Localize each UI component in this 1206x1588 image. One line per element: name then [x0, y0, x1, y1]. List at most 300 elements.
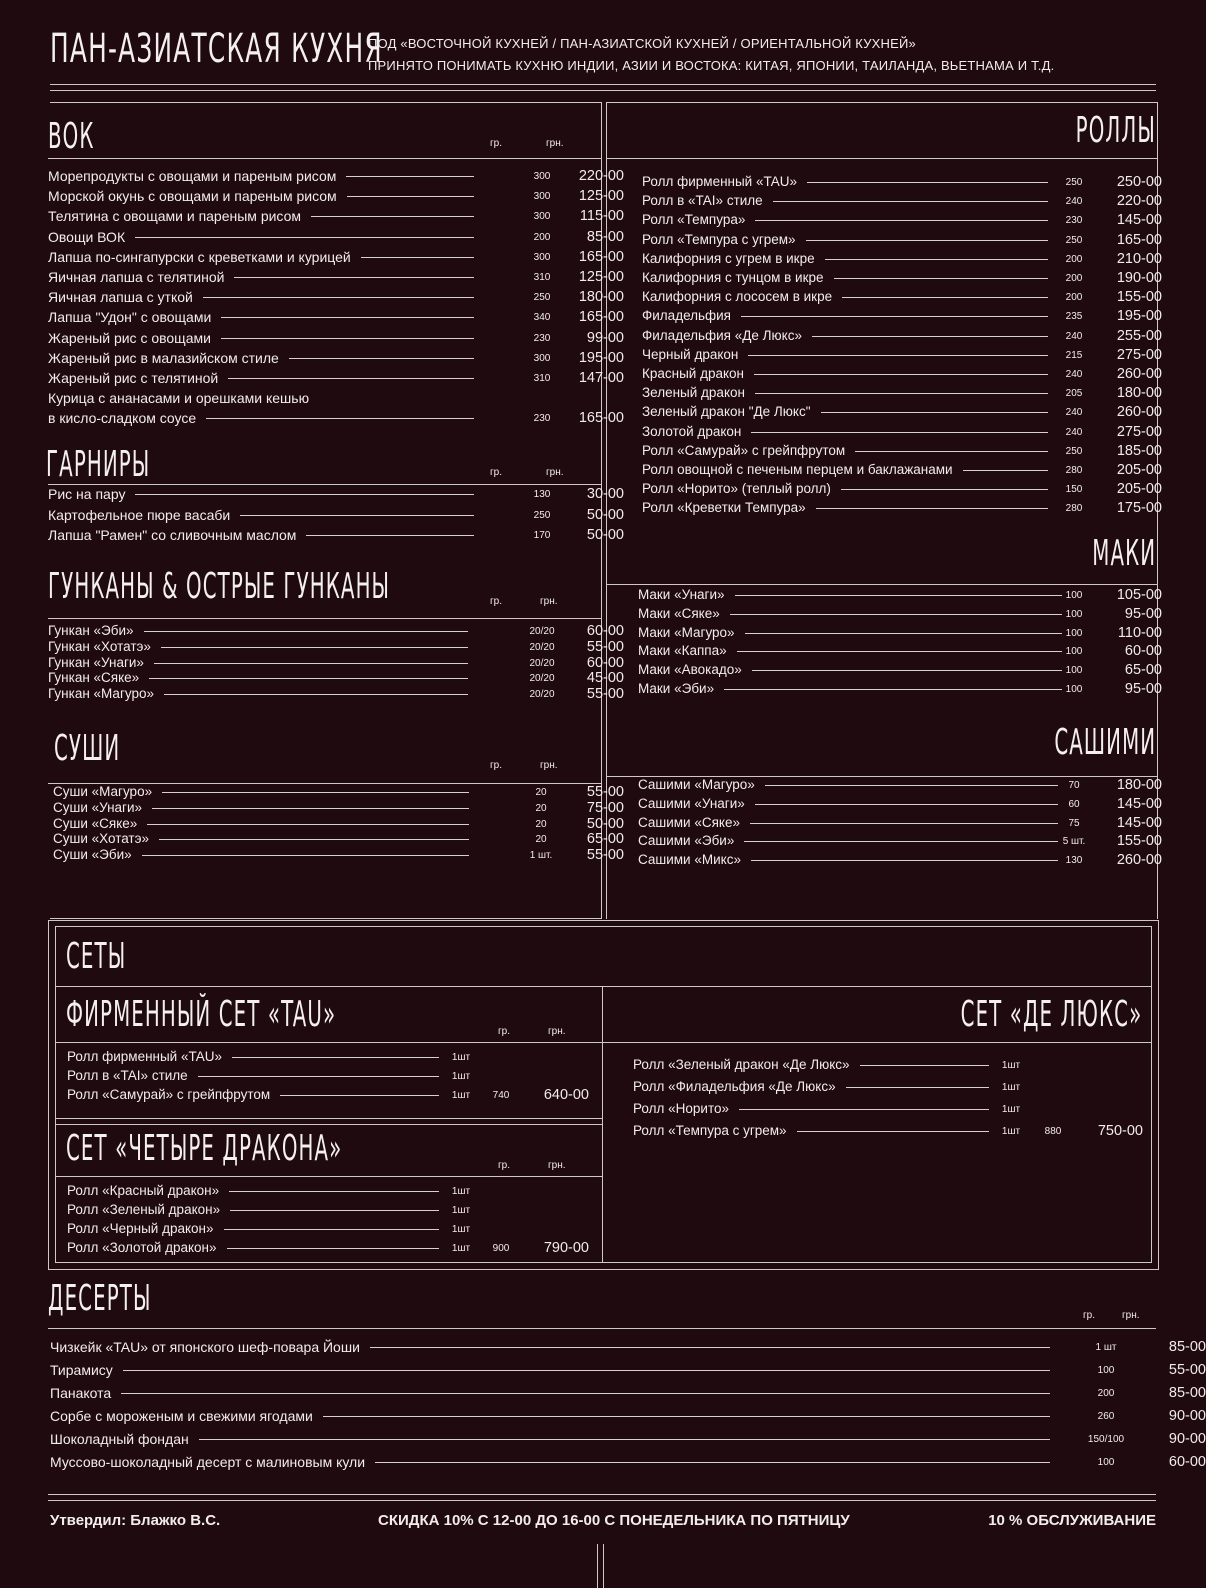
item-price: 60-00 — [586, 623, 624, 639]
section-title-sushi: СУШИ — [54, 728, 121, 769]
item-name: Маки «Авокадо» — [638, 662, 742, 678]
item-price: 165-00 — [578, 248, 624, 265]
item-price: 750-00 — [1097, 1123, 1143, 1139]
section-title-gunkan: ГУНКАНЫ & ОСТРЫЕ ГУНКАНЫ — [48, 566, 391, 607]
set-tau-bottom-1 — [55, 1118, 602, 1119]
set-dragons-price-header: грн. — [548, 1160, 566, 1171]
leader-line — [855, 451, 1048, 452]
item-weight: 100 — [1065, 684, 1083, 695]
menu-item — [638, 661, 1162, 679]
leader-line — [963, 470, 1048, 471]
leader-line — [825, 259, 1048, 260]
item-weight: 100 — [1065, 608, 1083, 620]
item-weight: 230 — [533, 332, 551, 344]
item-weight: 100 — [1097, 1365, 1115, 1376]
item-name: Ролл «Норито» — [633, 1101, 729, 1116]
menu-item — [638, 680, 1162, 698]
set-item — [67, 1048, 597, 1066]
item-price: 205-00 — [1116, 462, 1162, 478]
menu-item — [642, 403, 1162, 421]
item-name: Ролл «Креветки Темпура» — [642, 500, 806, 516]
item-price: 50-00 — [586, 815, 624, 832]
item-price: 165-00 — [1116, 231, 1162, 248]
menu-item — [642, 480, 1162, 498]
item-price: 45-00 — [586, 670, 624, 687]
item-price: 145-00 — [1116, 795, 1162, 812]
item-name: Рис на пару — [48, 486, 126, 502]
set-item — [67, 1067, 597, 1085]
header-divider-2 — [50, 90, 1156, 91]
section-title-rolls: РОЛЛЫ — [1075, 110, 1156, 151]
item-price: 50-00 — [586, 527, 624, 543]
item-name: Ролл «Норито» (теплый ролл) — [642, 481, 831, 497]
item-name: в кисло-сладком соусе — [48, 410, 197, 427]
item-weight: 900 — [492, 1243, 510, 1254]
menu-item — [642, 346, 1162, 364]
item-price: 145-00 — [1116, 212, 1162, 229]
item-qty: 1шт — [1001, 1126, 1021, 1137]
item-name: Картофельное пюре васаби — [48, 506, 231, 523]
item-name: Ролл «Самурай» с грейпфрутом — [67, 1087, 271, 1102]
leader-line — [812, 336, 1048, 337]
item-name: Морской окунь с овощами и пареным рисом — [48, 188, 337, 205]
item-weight: 215 — [1065, 349, 1083, 361]
item-weight: 740 — [492, 1090, 510, 1101]
menu-item — [638, 795, 1162, 813]
menu-item — [638, 624, 1162, 642]
item-price: 155-00 — [1116, 833, 1162, 850]
menu-item — [642, 307, 1162, 325]
menu-item — [638, 586, 1162, 604]
item-price: 147-00 — [578, 370, 624, 386]
item-name: Курица с ананасами и орешками кешью — [48, 390, 310, 407]
item-name: Ролл в «TAI» стиле — [67, 1068, 188, 1083]
leader-line — [228, 378, 474, 379]
item-qty: 1шт — [1001, 1104, 1021, 1115]
item-price: 195-00 — [1116, 308, 1162, 325]
footer-bottom-line-1 — [597, 1544, 598, 1588]
item-price: 85-00 — [1168, 1385, 1206, 1401]
item-price: 260-00 — [1116, 366, 1162, 382]
item-weight: 1 шт. — [529, 850, 553, 862]
item-price: 250-00 — [1116, 174, 1162, 190]
menu-item — [642, 269, 1162, 287]
item-name: Гункан «Магуро» — [48, 686, 154, 702]
leader-line — [755, 804, 1058, 805]
item-name: Зеленый дракон — [642, 385, 745, 401]
item-weight: 100 — [1065, 627, 1083, 639]
item-weight: 1 шт — [1095, 1342, 1117, 1353]
item-name: Калифорния с тунцом в икре — [642, 270, 824, 285]
item-qty: 1шт — [451, 1186, 471, 1197]
leader-line — [203, 297, 474, 298]
item-weight: 70 — [1068, 780, 1080, 791]
item-weight: 240 — [1065, 407, 1083, 419]
leader-line — [806, 240, 1048, 241]
leader-line — [147, 824, 469, 825]
menu-item — [642, 211, 1162, 229]
set-title-deluxe: СЕТ «ДЕ ЛЮКС» — [960, 994, 1142, 1035]
leader-line — [347, 196, 474, 197]
leader-line — [841, 489, 1048, 490]
leader-line — [234, 277, 474, 278]
leader-line — [797, 1131, 989, 1132]
leader-line — [860, 1065, 989, 1066]
item-name: Сашими «Эби» — [638, 833, 735, 849]
sushi-weight-header: гр. — [490, 760, 502, 771]
item-weight: 230 — [533, 413, 551, 425]
menu-item — [48, 485, 624, 503]
leader-line — [361, 257, 474, 258]
item-price: 180-00 — [1116, 385, 1162, 402]
menu-item — [48, 248, 624, 266]
leader-line — [751, 432, 1048, 433]
item-weight: 20/20 — [529, 641, 555, 653]
item-weight: 100 — [1065, 646, 1083, 658]
item-price: 165-00 — [578, 410, 624, 427]
item-weight: 60 — [1068, 798, 1080, 810]
item-price: 220-00 — [578, 168, 624, 184]
item-name: Гункан «Унаги» — [48, 654, 144, 670]
menu-item — [48, 167, 624, 185]
item-qty: 1шт — [451, 1243, 471, 1254]
item-name: Ролл овощной с печеным перцем и баклажанами — [642, 462, 953, 477]
left-frame-bottom — [50, 918, 602, 919]
item-price: 175-00 — [1116, 500, 1162, 517]
item-price: 125-00 — [578, 188, 624, 205]
item-price: 790-00 — [543, 1240, 589, 1256]
leader-line — [816, 508, 1048, 509]
item-name: Лапша по-сингапурски с креветками и курицей — [48, 248, 351, 265]
item-price: 185-00 — [1116, 442, 1162, 459]
set-item — [633, 1078, 1153, 1096]
item-name: Гункан «Эби» — [48, 623, 134, 638]
leader-line — [289, 358, 474, 359]
item-price: 95-00 — [1124, 605, 1162, 622]
item-weight: 200 — [1065, 253, 1083, 265]
menu-item — [48, 389, 588, 407]
item-price: 115-00 — [579, 208, 624, 225]
item-name: Зеленый дракон "Де Люкс" — [642, 404, 811, 420]
menu-item — [48, 685, 624, 703]
item-price: 275-00 — [1116, 423, 1162, 440]
item-name: Маки «Эби» — [638, 681, 715, 696]
menu-item — [48, 308, 624, 326]
sushi-price-header: грн. — [540, 760, 558, 771]
leader-line — [807, 182, 1048, 183]
item-name: Сашими «Микс» — [638, 852, 741, 868]
item-name: Лапша "Рамен" со сливочным маслом — [48, 527, 297, 543]
item-price: 55-00 — [586, 847, 624, 864]
leader-line — [765, 785, 1058, 786]
item-name: Калифорния с угрем в икре — [642, 250, 815, 266]
item-name: Красный дракон — [642, 366, 744, 381]
set-tau-divider — [55, 1042, 602, 1043]
item-name: Черный дракон — [642, 346, 739, 362]
menu-item — [638, 776, 1162, 794]
item-price: 210-00 — [1116, 250, 1162, 267]
garnish-price-header: грн. — [546, 467, 564, 478]
item-price: 60-00 — [1168, 1454, 1206, 1470]
menu-item — [48, 288, 624, 306]
item-weight: 100 — [1065, 665, 1083, 677]
menu-item — [50, 1361, 1206, 1379]
leader-line — [842, 297, 1048, 298]
leader-line — [280, 1095, 439, 1096]
item-name: Панакота — [50, 1385, 112, 1401]
item-weight: 280 — [1065, 503, 1083, 515]
item-weight: 20/20 — [529, 673, 555, 685]
item-weight: 230 — [1065, 215, 1083, 227]
footer-approved: Утвердил: Блажко В.С. — [50, 1512, 221, 1529]
item-name: Золотой дракон — [642, 423, 742, 439]
set-item — [67, 1220, 597, 1238]
item-weight: 240 — [1065, 426, 1083, 438]
item-price: 99-00 — [586, 329, 624, 346]
item-name: Маки «Унаги» — [638, 587, 725, 602]
leader-line — [230, 1210, 439, 1211]
item-name: Маки «Сяке» — [638, 605, 720, 621]
item-weight: 310 — [533, 272, 551, 283]
item-name: Шоколадный фондан — [50, 1431, 189, 1447]
item-name: Ролл «Золотой дракон» — [67, 1240, 217, 1255]
leader-line — [773, 201, 1048, 202]
item-price: 30-00 — [586, 486, 624, 502]
item-price: 255-00 — [1116, 327, 1162, 344]
item-name: Жареный рис в малазийском стиле — [48, 349, 279, 366]
menu-item — [638, 832, 1162, 850]
item-weight: 200 — [1065, 273, 1083, 284]
item-price: 55-00 — [586, 686, 624, 703]
leader-line — [224, 1229, 439, 1230]
item-weight: 300 — [533, 352, 551, 364]
leader-line — [306, 535, 474, 536]
leader-line — [754, 374, 1048, 375]
item-name: Жареный рис с телятиной — [48, 370, 219, 386]
menu-item — [48, 207, 624, 225]
set-item — [633, 1100, 1153, 1118]
maki-divider — [606, 584, 1158, 585]
item-qty: 1шт — [1001, 1060, 1021, 1071]
leader-line — [154, 663, 468, 664]
left-frame-top — [50, 102, 602, 103]
item-weight: 130 — [533, 489, 551, 500]
item-name: Сашими «Унаги» — [638, 795, 745, 811]
item-qty: 1шт — [451, 1224, 471, 1235]
item-weight: 240 — [1065, 196, 1083, 208]
item-name: Маки «Магуро» — [638, 624, 735, 640]
item-weight: 5 шт. — [1062, 836, 1086, 848]
item-price: 195-00 — [578, 349, 624, 366]
item-weight: 240 — [1065, 369, 1083, 380]
menu-item — [50, 1407, 1206, 1425]
footer-service: 10 % ОБСЛУЖИВАНИЕ — [988, 1512, 1156, 1529]
section-title-wok: ВОК — [48, 116, 95, 157]
section-title-sets: СЕТЫ — [66, 936, 127, 977]
item-weight: 20/20 — [529, 689, 555, 701]
item-name: Ролл «Зеленый дракон «Де Люкс» — [633, 1057, 850, 1072]
item-price: 95-00 — [1124, 681, 1162, 697]
leader-line — [221, 317, 474, 318]
item-weight: 130 — [1065, 855, 1083, 867]
leader-line — [198, 1076, 439, 1077]
leader-line — [375, 1462, 1050, 1463]
leader-line — [751, 860, 1058, 861]
item-weight: 205 — [1065, 388, 1083, 400]
item-name: Морепродукты с овощами и пареным рисом — [48, 168, 337, 184]
menu-item — [642, 192, 1162, 210]
gunkan-weight-header: гр. — [490, 596, 502, 607]
leader-line — [750, 823, 1058, 824]
section-title-desserts: ДЕСЕРТЫ — [48, 1278, 152, 1319]
set-dragons-divider — [55, 1176, 602, 1177]
item-qty: 1шт — [451, 1205, 471, 1216]
leader-line — [755, 220, 1048, 221]
leader-line — [735, 595, 1062, 596]
leader-line — [741, 316, 1048, 317]
set-item — [67, 1201, 597, 1219]
item-weight: 200 — [533, 231, 551, 243]
leader-line — [232, 1057, 439, 1058]
desserts-divider — [48, 1328, 1156, 1329]
menu-item — [48, 329, 624, 347]
set-item — [633, 1122, 1153, 1140]
leader-line — [739, 1109, 989, 1110]
menu-item — [638, 605, 1162, 623]
set-tau-price-header: грн. — [548, 1026, 566, 1037]
wok-weight-header: гр. — [490, 138, 502, 149]
leader-line — [323, 1416, 1050, 1417]
item-weight: 280 — [1065, 465, 1083, 476]
menu-item — [642, 365, 1162, 383]
rolls-divider — [606, 158, 1158, 159]
menu-item — [642, 461, 1162, 479]
set-tau-weight-header: гр. — [498, 1026, 510, 1037]
sets-center-divider — [602, 986, 603, 1263]
gunkan-divider — [48, 618, 601, 619]
item-name: Суши «Сяке» — [53, 815, 138, 831]
item-weight: 20 — [535, 834, 547, 846]
item-name: Ролл в «TAI» стиле — [642, 193, 763, 209]
item-name: Суши «Магуро» — [53, 784, 153, 799]
item-weight: 300 — [533, 191, 551, 203]
item-weight: 200 — [1065, 292, 1083, 304]
leader-line — [821, 412, 1049, 413]
item-weight: 250 — [533, 509, 551, 521]
menu-item — [48, 228, 624, 246]
menu-item — [53, 846, 624, 864]
item-price: 60-00 — [1124, 643, 1162, 660]
item-weight: 170 — [533, 530, 551, 541]
section-title-maki: МАКИ — [1092, 533, 1156, 574]
leader-line — [724, 689, 1062, 690]
menu-item — [642, 231, 1162, 249]
item-weight: 250 — [1065, 445, 1083, 457]
item-weight: 150 — [1065, 484, 1083, 496]
section-title-sashimi: САШИМИ — [1054, 722, 1156, 763]
menu-item — [642, 442, 1162, 460]
menu-item — [48, 187, 624, 205]
item-price: 55-00 — [1168, 1362, 1206, 1378]
set-item — [67, 1239, 597, 1257]
item-price: 90-00 — [1168, 1431, 1206, 1447]
leader-line — [206, 418, 474, 419]
item-name: Ролл «Филадельфия «Де Люкс» — [633, 1079, 836, 1094]
leader-line — [149, 678, 468, 679]
header-subtitle-1: ПОД «ВОСТОЧНОЙ КУХНЕЙ / ПАН-АЗИАТСКОЙ КУХНЕЙ / ОРИЕНТАЛЬНОЙ КУХНЕЙ» — [368, 36, 916, 51]
item-price: 90-00 — [1168, 1408, 1206, 1424]
item-name: Суши «Унаги» — [53, 799, 143, 815]
menu-item — [638, 814, 1162, 832]
item-weight: 300 — [533, 171, 551, 182]
item-weight: 20 — [535, 802, 547, 814]
item-name: Яичная лапша с телятиной — [48, 269, 225, 285]
item-name: Филадельфия — [642, 308, 731, 324]
menu-item — [50, 1338, 1206, 1356]
set-item — [633, 1056, 1153, 1074]
set-tau-bottom-2 — [55, 1124, 602, 1125]
item-name: Ролл «Зеленый дракон» — [67, 1202, 221, 1217]
set-title-tau: ФИРМЕННЫЙ СЕТ «TAU» — [66, 994, 337, 1035]
leader-line — [229, 1191, 439, 1192]
leader-line — [730, 614, 1062, 615]
item-weight: 250 — [533, 292, 551, 304]
item-price: 155-00 — [1116, 289, 1162, 306]
leader-line — [346, 176, 474, 177]
item-name: Чизкейк «TAU» от японского шеф-повара Йоши — [50, 1339, 360, 1355]
desserts-weight-header: гр. — [1083, 1310, 1095, 1321]
right-frame-top — [606, 102, 1158, 103]
item-weight: 240 — [1065, 330, 1083, 342]
item-name: Гункан «Хотатэ» — [48, 638, 151, 654]
item-name: Ролл «Красный дракон» — [67, 1183, 220, 1198]
menu-item — [50, 1453, 1206, 1471]
item-name: Сашими «Магуро» — [638, 777, 755, 792]
item-price: 165-00 — [578, 309, 624, 326]
leader-line — [152, 808, 469, 809]
set-deluxe-divider — [602, 1042, 1152, 1043]
item-name: Филадельфия «Де Люкс» — [642, 327, 802, 343]
header-subtitle-2: ПРИНЯТО ПОНИМАТЬ КУХНЮ ИНДИИ, АЗИИ И ВОСТОКА: КИТАЯ, ЯПОНИИ, ТАИЛАНДА, ВЬЕТНАМА И Т.Д. — [368, 58, 1055, 73]
menu-item — [48, 268, 624, 286]
item-name: Гункан «Сяке» — [48, 670, 140, 686]
item-weight: 340 — [533, 312, 551, 324]
item-name: Ролл «Темпура с угрем» — [642, 231, 796, 247]
leader-line — [159, 839, 469, 840]
leader-line — [744, 841, 1058, 842]
item-name: Маки «Каппа» — [638, 643, 727, 659]
leader-line — [370, 1347, 1050, 1348]
item-price: 55-00 — [586, 784, 624, 800]
menu-item — [48, 506, 624, 524]
item-qty: 1шт — [1001, 1082, 1021, 1093]
item-name: Суши «Эби» — [53, 847, 132, 863]
item-price: 50-00 — [586, 506, 624, 523]
wok-price-header: грн. — [546, 138, 564, 149]
item-qty: 1шт — [451, 1052, 471, 1063]
menu-item — [638, 851, 1162, 869]
sets-title-divider — [55, 986, 1152, 987]
item-qty: 1шт — [451, 1071, 471, 1082]
item-name: Жареный рис с овощами — [48, 329, 211, 346]
menu-item — [48, 369, 624, 387]
leader-line — [142, 855, 469, 856]
item-price: 260-00 — [1116, 852, 1162, 869]
item-weight: 250 — [1065, 177, 1083, 188]
menu-item — [638, 642, 1162, 660]
menu-item — [48, 526, 624, 544]
footer-divider-1 — [48, 1494, 1156, 1495]
